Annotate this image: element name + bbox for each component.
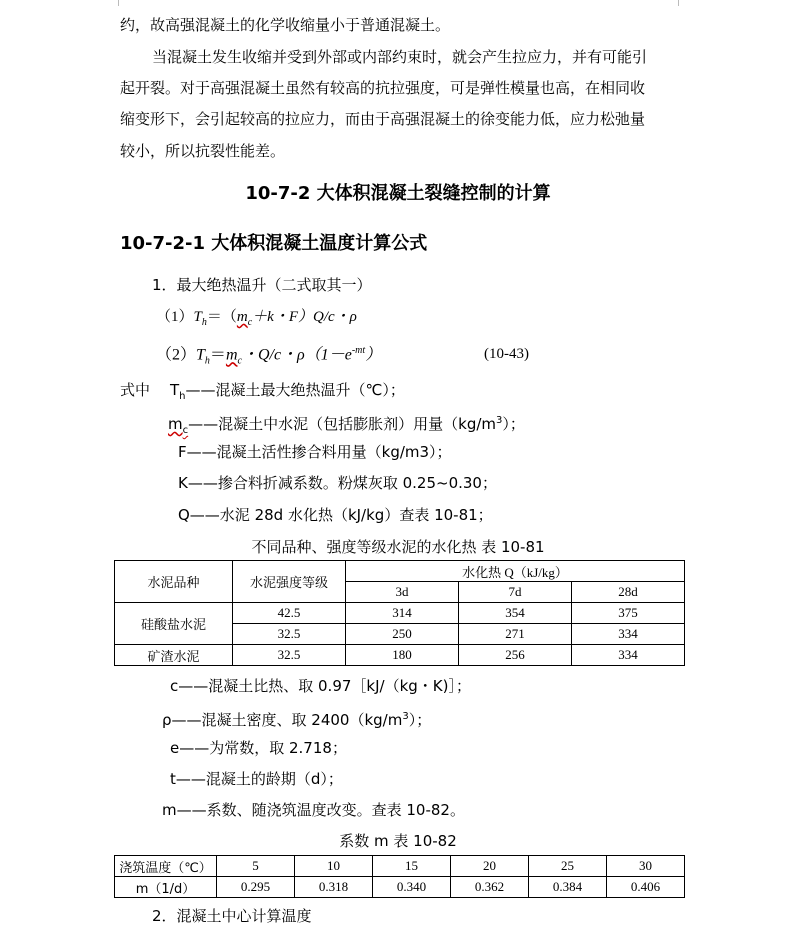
formula-2: $(2)T_h=m_c$・Q/c・$\rho(1-e^{-mt})$ <box>156 345 382 367</box>
header-pour-temp: 浇筑温度（℃） <box>115 856 217 877</box>
cell-type: 矿渣水泥 <box>115 645 233 666</box>
def-m: m——系数、随浇筑温度改变。查表 10-82。 <box>162 801 465 819</box>
page-corner-mark-right <box>678 0 693 6</box>
def-t: t——混凝土的龄期（d）； <box>170 770 343 788</box>
cell-3d: 314 <box>346 603 459 624</box>
def-Th: $T_h——$混凝土最大绝热温升（℃）； <box>170 381 405 402</box>
cell-7d: 354 <box>459 603 572 624</box>
cell-7d: 271 <box>459 624 572 645</box>
header-7d: 7d <box>459 582 572 603</box>
cell-temp: 20 <box>451 856 529 877</box>
cell-grade: 42.5 <box>233 603 346 624</box>
cell-temp: 25 <box>529 856 607 877</box>
header-3d: 3d <box>346 582 459 603</box>
paragraph-line: 起开裂。对于高强混凝土虽然有较高的抗拉强度，可是弹性模量也高，在相同收 <box>120 79 646 97</box>
paragraph-line: 约，故高强混凝土的化学收缩量小于普通混凝土。 <box>120 16 451 34</box>
header-m: m（1/d） <box>115 877 217 898</box>
cell-7d: 256 <box>459 645 572 666</box>
header-strength-grade: 水泥强度等级 <box>233 561 346 603</box>
table-row <box>115 877 685 898</box>
cell-temp: 5 <box>217 856 295 877</box>
def-c: c——混凝土比热、取 0.97［kJ/（kg・K)］； <box>170 677 471 695</box>
table-row <box>115 856 685 877</box>
cell-temp: 30 <box>607 856 685 877</box>
coefficient-m-table <box>114 855 685 898</box>
header-28d: 28d <box>572 582 685 603</box>
subsection-heading: 10-7-2-1 大体积混凝土温度计算公式 <box>120 233 428 254</box>
def-K: K——掺合料折减系数。粉煤灰取 0.25~0.30； <box>178 474 497 492</box>
table-caption: 不同品种、强度等级水泥的水化热 表 10-81 <box>251 538 545 556</box>
cell-grade: 32.5 <box>233 645 346 666</box>
def-lead: 式中 <box>120 381 151 399</box>
cell-28d: 334 <box>572 624 685 645</box>
table-caption: 系数 m 表 10-82 <box>339 832 457 850</box>
cell-m: 0.362 <box>451 877 529 898</box>
paragraph-line: 缩变形下，会引起较高的拉应力，而由于高强混凝土的徐变能力低，应力松弛量 <box>120 110 646 128</box>
equation-number: (10-43) <box>484 346 529 362</box>
def-F: F——混凝土活性掺合料用量（kg/m3）； <box>178 443 452 461</box>
paragraph-line: 当混凝土发生收缩并受到外部或内部约束时，就会产生拉应力，并有可能引 <box>152 48 648 66</box>
def-mc: $m_c——$混凝土中水泥（包括膨胀剂）用量$(kg/m^3)$； <box>168 415 525 436</box>
cell-temp: 10 <box>295 856 373 877</box>
cell-temp: 15 <box>373 856 451 877</box>
paragraph-line: 较小，所以抗裂性能差。 <box>120 142 286 160</box>
header-hydration-heat: 水化热 Q（kJ/kg） <box>346 561 685 582</box>
cell-28d: 334 <box>572 645 685 666</box>
cell-28d: 375 <box>572 603 685 624</box>
section-heading: 10-7-2 大体积混凝土裂缝控制的计算 <box>245 183 551 204</box>
cell-m: 0.406 <box>607 877 685 898</box>
def-rho: ρ——混凝土密度、取 $2400(kg/m^3)$； <box>162 711 432 729</box>
table-row <box>115 645 685 666</box>
cell-type: 硅酸盐水泥 <box>115 603 233 645</box>
hydration-heat-table <box>114 560 685 666</box>
def-Q: Q——水泥 28d 水化热（kJ/kg）查表 10-81； <box>178 506 493 524</box>
cell-m: 0.384 <box>529 877 607 898</box>
def-e: e——为常数，取 2.718； <box>170 739 347 757</box>
list-item-2: 2．混凝土中心计算温度 <box>152 907 312 925</box>
cell-grade: 32.5 <box>233 624 346 645</box>
cell-m: 0.340 <box>373 877 451 898</box>
table-row <box>115 603 685 624</box>
cell-m: 0.318 <box>295 877 373 898</box>
list-item-1: 1．最大绝热温升（二式取其一） <box>152 276 372 294</box>
cell-m: 0.295 <box>217 877 295 898</box>
page-corner-mark-left <box>104 0 119 6</box>
formula-1: $(1)T_h=(m_c+k$・F）Q/c・ρ <box>156 309 357 328</box>
cell-3d: 250 <box>346 624 459 645</box>
header-cement-type: 水泥品种 <box>115 561 233 603</box>
cell-3d: 180 <box>346 645 459 666</box>
